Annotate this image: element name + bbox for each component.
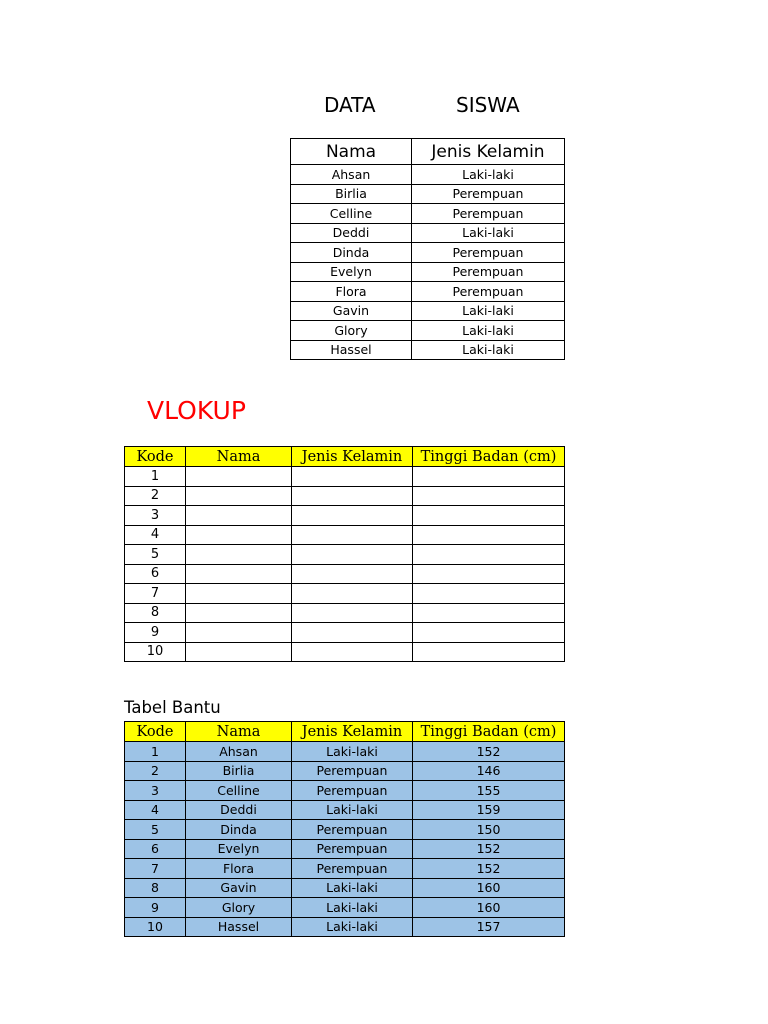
cell-jenis-kelamin[interactable]: Perempuan — [412, 243, 565, 263]
cell-nama[interactable]: Hassel — [291, 340, 412, 360]
table-row — [125, 742, 565, 762]
cell-tinggi-badan[interactable] — [413, 642, 565, 662]
cell-tinggi-badan[interactable] — [413, 545, 565, 565]
cell-jenis-kelamin[interactable]: Laki-laki — [292, 742, 413, 762]
cell-kode[interactable]: 4 — [125, 525, 186, 545]
cell-jenis-kelamin[interactable]: Perempuan — [292, 781, 413, 801]
table-row — [291, 184, 565, 204]
cell-jenis-kelamin[interactable] — [292, 545, 413, 565]
cell-jenis-kelamin[interactable] — [292, 603, 413, 623]
cell-kode[interactable]: 7 — [125, 584, 186, 604]
cell-jenis-kelamin[interactable]: Laki-laki — [292, 917, 413, 937]
data-siswa-table — [290, 138, 565, 360]
header-nama: Nama — [186, 447, 292, 467]
table-header-row — [291, 139, 565, 165]
cell-jenis-kelamin[interactable] — [292, 564, 413, 584]
cell-jenis-kelamin[interactable] — [292, 623, 413, 643]
cell-jenis-kelamin[interactable]: Laki-laki — [292, 898, 413, 918]
cell-nama[interactable]: Birlia — [186, 761, 292, 781]
header-tinggi-badan: Tinggi Badan (cm) — [413, 722, 565, 742]
table-row — [125, 878, 565, 898]
cell-nama[interactable]: Celline — [186, 781, 292, 801]
table-header-row — [125, 447, 565, 467]
cell-kode[interactable]: 6 — [125, 564, 186, 584]
cell-tinggi-badan[interactable] — [413, 467, 565, 487]
cell-kode[interactable]: 9 — [125, 898, 186, 918]
cell-nama[interactable]: Hassel — [186, 917, 292, 937]
cell-jenis-kelamin[interactable] — [292, 467, 413, 487]
cell-tinggi-badan[interactable]: 160 — [413, 878, 565, 898]
cell-jenis-kelamin[interactable]: Laki-laki — [412, 223, 565, 243]
cell-nama[interactable]: Glory — [291, 321, 412, 341]
vlookup-title: VLOKUP — [147, 396, 246, 425]
cell-nama[interactable]: Flora — [186, 859, 292, 879]
table-row — [125, 525, 565, 545]
cell-tinggi-badan[interactable]: 155 — [413, 781, 565, 801]
title-data: DATA — [324, 93, 376, 117]
cell-nama[interactable]: Evelyn — [186, 839, 292, 859]
cell-nama[interactable]: Evelyn — [291, 262, 412, 282]
table-row — [125, 486, 565, 506]
title-siswa: SISWA — [456, 93, 520, 117]
cell-tinggi-badan[interactable] — [413, 525, 565, 545]
cell-jenis-kelamin[interactable]: Perempuan — [292, 820, 413, 840]
cell-jenis-kelamin[interactable]: Perempuan — [412, 204, 565, 224]
table-header-row — [125, 722, 565, 742]
cell-tinggi-badan[interactable]: 150 — [413, 820, 565, 840]
table-row — [291, 243, 565, 263]
table-row — [125, 898, 565, 918]
cell-nama[interactable]: Deddi — [186, 800, 292, 820]
cell-jenis-kelamin[interactable]: Perempuan — [292, 761, 413, 781]
header-nama: Nama — [291, 139, 412, 165]
cell-jenis-kelamin[interactable]: Perempuan — [412, 282, 565, 302]
table-row — [125, 820, 565, 840]
table-row — [125, 800, 565, 820]
cell-tinggi-badan[interactable]: 152 — [413, 742, 565, 762]
cell-nama[interactable] — [186, 564, 292, 584]
table-row — [291, 204, 565, 224]
cell-kode[interactable]: 5 — [125, 820, 186, 840]
table-row — [125, 917, 565, 937]
cell-kode[interactable]: 3 — [125, 506, 186, 526]
header-jenis-kelamin: Jenis Kelamin — [292, 722, 413, 742]
cell-jenis-kelamin[interactable] — [292, 642, 413, 662]
cell-nama[interactable] — [186, 486, 292, 506]
cell-tinggi-badan[interactable]: 152 — [413, 859, 565, 879]
vlookup-table — [124, 446, 565, 662]
cell-kode[interactable]: 10 — [125, 642, 186, 662]
cell-nama[interactable]: Ahsan — [291, 165, 412, 185]
table-row — [125, 839, 565, 859]
table-row — [291, 340, 565, 360]
cell-nama[interactable]: Birlia — [291, 184, 412, 204]
table-row — [125, 642, 565, 662]
cell-nama[interactable]: Dinda — [291, 243, 412, 263]
cell-jenis-kelamin[interactable]: Perempuan — [412, 184, 565, 204]
cell-tinggi-badan[interactable]: 152 — [413, 839, 565, 859]
cell-tinggi-badan[interactable] — [413, 486, 565, 506]
cell-kode[interactable]: 5 — [125, 545, 186, 565]
cell-jenis-kelamin[interactable] — [292, 525, 413, 545]
cell-nama[interactable] — [186, 545, 292, 565]
cell-nama[interactable]: Flora — [291, 282, 412, 302]
cell-jenis-kelamin[interactable]: Laki-laki — [412, 301, 565, 321]
cell-tinggi-badan[interactable] — [413, 623, 565, 643]
cell-jenis-kelamin[interactable] — [292, 506, 413, 526]
cell-kode[interactable]: 9 — [125, 623, 186, 643]
table-row — [125, 545, 565, 565]
table-row — [125, 761, 565, 781]
cell-tinggi-badan[interactable] — [413, 584, 565, 604]
header-nama: Nama — [186, 722, 292, 742]
cell-tinggi-badan[interactable] — [413, 603, 565, 623]
cell-nama[interactable]: Ahsan — [186, 742, 292, 762]
cell-kode[interactable]: 6 — [125, 839, 186, 859]
cell-tinggi-badan[interactable]: 157 — [413, 917, 565, 937]
cell-kode[interactable]: 8 — [125, 603, 186, 623]
cell-kode[interactable]: 1 — [125, 467, 186, 487]
table-row — [291, 282, 565, 302]
table-row — [125, 584, 565, 604]
table-row — [125, 603, 565, 623]
cell-nama[interactable] — [186, 584, 292, 604]
table-row — [125, 506, 565, 526]
cell-nama[interactable]: Gavin — [291, 301, 412, 321]
tabel-bantu-table — [124, 721, 565, 937]
cell-kode[interactable]: 3 — [125, 781, 186, 801]
cell-jenis-kelamin[interactable]: Perempuan — [292, 839, 413, 859]
table-row — [125, 859, 565, 879]
cell-kode[interactable]: 2 — [125, 761, 186, 781]
cell-nama[interactable]: Dinda — [186, 820, 292, 840]
table-row — [291, 223, 565, 243]
header-jenis-kelamin: Jenis Kelamin — [412, 139, 565, 165]
cell-nama[interactable]: Celline — [291, 204, 412, 224]
cell-jenis-kelamin[interactable]: Laki-laki — [292, 800, 413, 820]
table-row — [291, 165, 565, 185]
table-row — [125, 623, 565, 643]
cell-nama[interactable] — [186, 642, 292, 662]
cell-tinggi-badan[interactable] — [413, 506, 565, 526]
cell-jenis-kelamin[interactable]: Laki-laki — [412, 321, 565, 341]
cell-kode[interactable]: 8 — [125, 878, 186, 898]
table-row — [291, 321, 565, 341]
cell-nama[interactable] — [186, 525, 292, 545]
header-tinggi-badan: Tinggi Badan (cm) — [413, 447, 565, 467]
cell-tinggi-badan[interactable]: 159 — [413, 800, 565, 820]
cell-nama[interactable]: Glory — [186, 898, 292, 918]
header-kode: Kode — [125, 447, 186, 467]
cell-jenis-kelamin[interactable] — [292, 584, 413, 604]
table-row — [125, 564, 565, 584]
cell-kode[interactable]: 7 — [125, 859, 186, 879]
header-jenis-kelamin: Jenis Kelamin — [292, 447, 413, 467]
cell-jenis-kelamin[interactable]: Perempuan — [412, 262, 565, 282]
cell-tinggi-badan[interactable] — [413, 564, 565, 584]
cell-tinggi-badan[interactable]: 146 — [413, 761, 565, 781]
cell-jenis-kelamin[interactable]: Perempuan — [292, 859, 413, 879]
cell-nama[interactable] — [186, 506, 292, 526]
cell-jenis-kelamin[interactable] — [292, 486, 413, 506]
cell-nama[interactable]: Gavin — [186, 878, 292, 898]
cell-nama[interactable] — [186, 623, 292, 643]
cell-kode[interactable]: 4 — [125, 800, 186, 820]
cell-tinggi-badan[interactable]: 160 — [413, 898, 565, 918]
cell-nama[interactable] — [186, 603, 292, 623]
cell-nama[interactable] — [186, 467, 292, 487]
cell-nama[interactable]: Deddi — [291, 223, 412, 243]
cell-kode[interactable]: 2 — [125, 486, 186, 506]
cell-jenis-kelamin[interactable]: Laki-laki — [412, 165, 565, 185]
table-row — [291, 262, 565, 282]
table-row — [125, 781, 565, 801]
cell-jenis-kelamin[interactable]: Laki-laki — [412, 340, 565, 360]
cell-kode[interactable]: 10 — [125, 917, 186, 937]
cell-jenis-kelamin[interactable]: Laki-laki — [292, 878, 413, 898]
table-row — [125, 467, 565, 487]
table-row — [291, 301, 565, 321]
cell-kode[interactable]: 1 — [125, 742, 186, 762]
tabel-bantu-title: Tabel Bantu — [124, 698, 221, 717]
header-kode: Kode — [125, 722, 186, 742]
